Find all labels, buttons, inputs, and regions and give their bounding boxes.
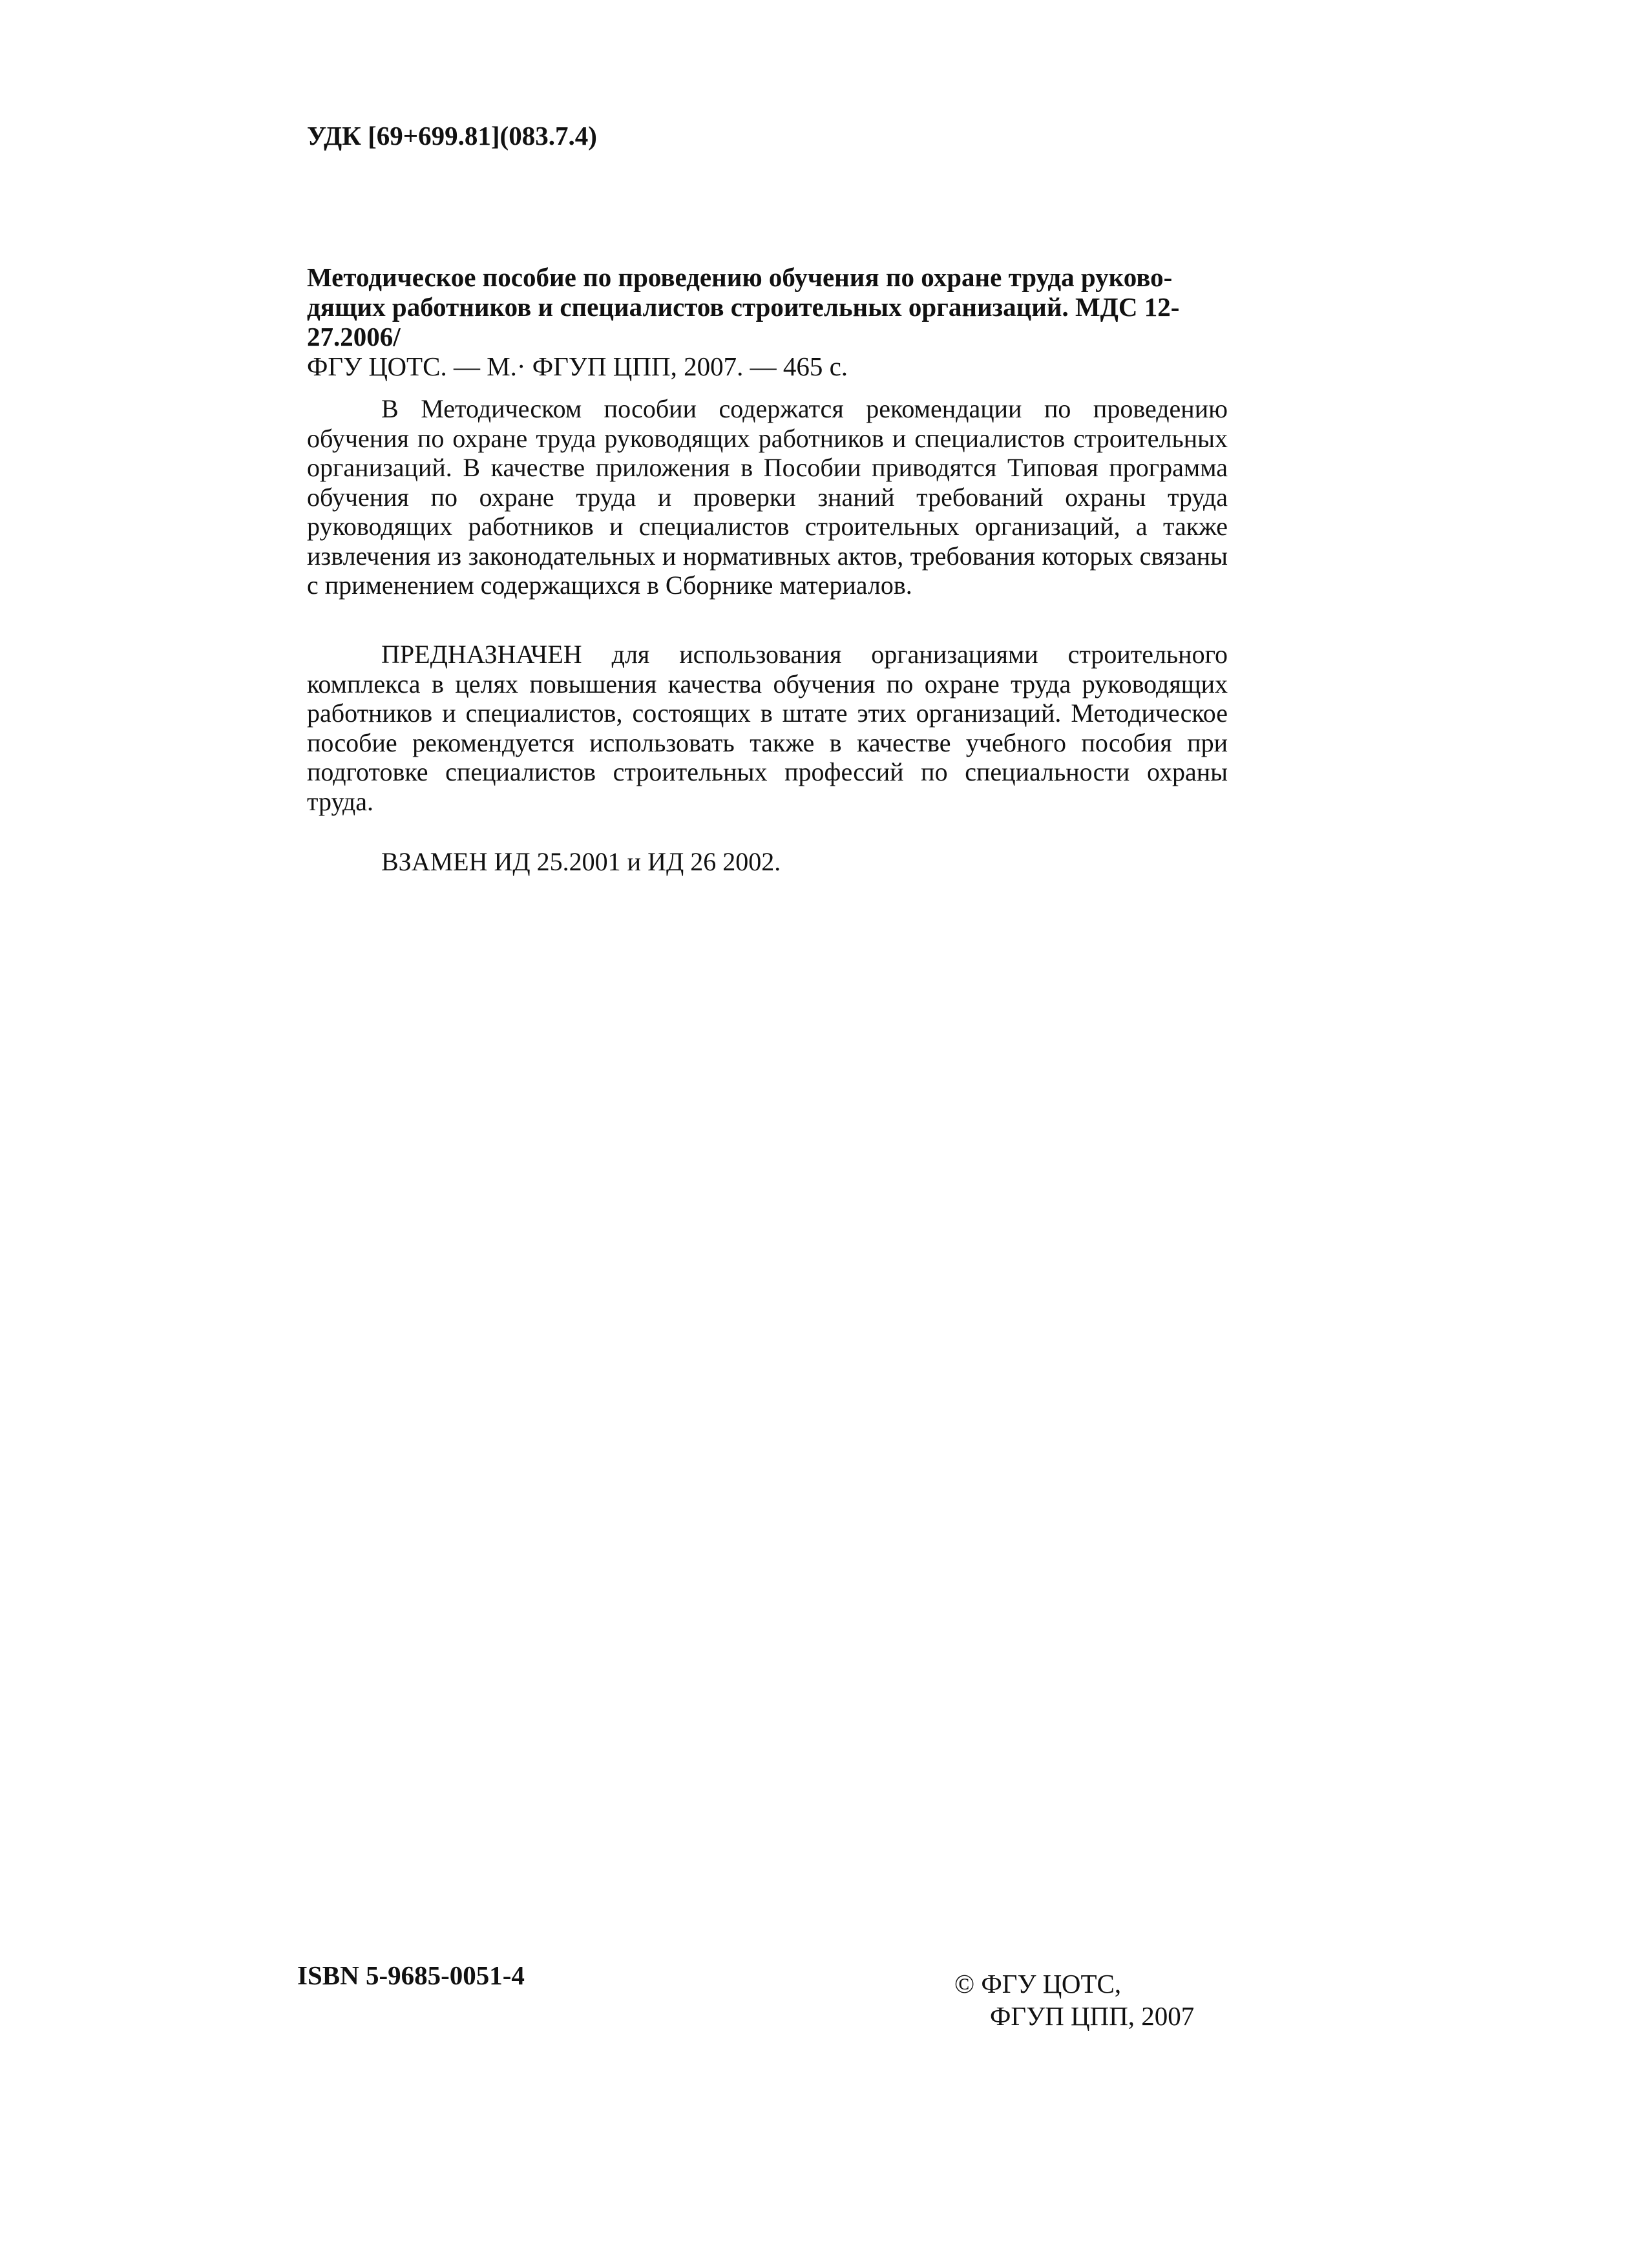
isbn-number: ISBN 5-9685-0051-4 [297, 1960, 525, 1990]
abstract-paragraph: В Методическом пособии содержатся рекомендации по проведению обучения по охране труда руководящих работников и специалистов строительных организаций. В качестве приложения в Пособии приводятся Типовая программа обучения по охране труда и проверки знаний требований охраны труда руководящих работников и специалистов строительных организаций, а также извлечения из законодательных и нормативных актов, требования которых связаны с применением содержащихся в Сборнике материалов. [307, 394, 1228, 600]
purpose-paragraph: ПРЕДНАЗНАЧЕН для использования организациями строительного комплекса в целях повышения качества обучения по охране труда руководящих работников и специалистов, состоящих в штате этих организаций. Методическое пособие рекомендуется использовать также в качестве учебного пособия при подготовке специалистов строительных профессий по специальности охраны труда. [307, 640, 1228, 816]
copyright-line-1: © ФГУ ЦОТС, [954, 1969, 1122, 1999]
biblio-title-line-2: дящих работников и специалистов строительных организаций. МДС 12-27.2006/ [307, 292, 1180, 352]
biblio-publisher-line: ФГУ ЦОТС. — М.· ФГУП ЦПП, 2007. — 465 с. [307, 352, 848, 381]
bibliographic-record [307, 262, 1228, 381]
udk-code: УДК [69+699.81](083.7.4) [307, 121, 597, 151]
copyright-line-2: ФГУП ЦПП, 2007 [990, 2001, 1195, 2031]
biblio-title-line-1: Методическое пособие по проведению обучения по охране труда руково- [307, 262, 1173, 292]
copyright-notice [954, 1968, 1194, 2032]
replaces-note: ВЗАМЕН ИД 25.2001 и ИД 26 2002. [381, 847, 781, 876]
